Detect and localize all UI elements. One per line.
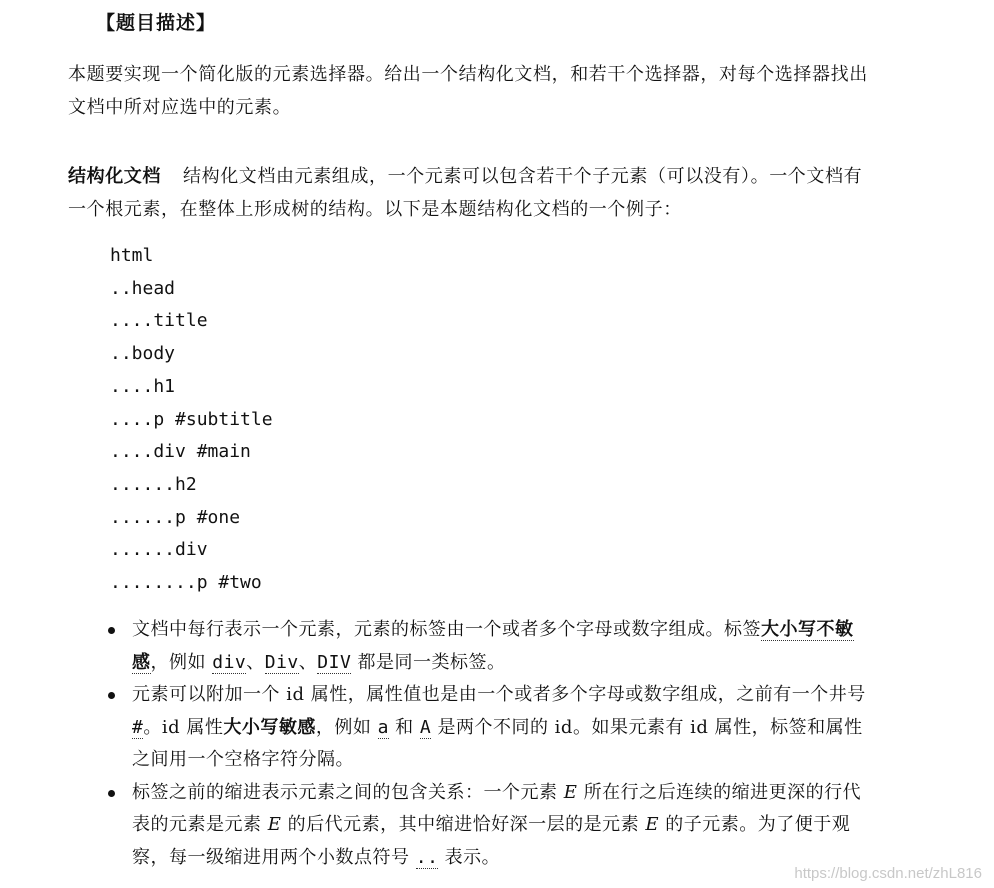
problem-heading: 【题目描述】: [96, 12, 217, 34]
code-line: ..body: [110, 343, 176, 365]
variable: E: [645, 814, 659, 835]
variable: E: [563, 781, 578, 803]
code-snippet: A: [419, 716, 432, 738]
code-line: ....title: [110, 310, 208, 332]
code-snippet: Div: [264, 651, 299, 673]
structure-text: 结构化文档由元素组成，一个元素可以包含若干个子元素（可以没有）。一个文档有一个根元素，在整体上形成树的结构。以下是本题结构化文档的一个例子：: [68, 166, 863, 220]
emphasis-text: 大小写敏感: [223, 716, 316, 738]
code-snippet: DIV: [317, 651, 352, 673]
document-example: [110, 240, 273, 600]
list-item: [106, 777, 866, 875]
variable: E: [267, 814, 282, 835]
code-snippet: #: [132, 716, 144, 738]
bullet-text: 标签之前的缩进表示元素之间的包含关系：一个元素: [132, 781, 564, 803]
bullet-text: 文档中每行表示一个元素，元素的标签由一个或者多个字母或数字组成。标签: [132, 619, 761, 640]
structure-paragraph: [68, 160, 868, 226]
bullet-icon: [108, 790, 115, 797]
code-line: html: [110, 245, 154, 266]
list-item: [106, 614, 866, 679]
bullet-icon: [108, 627, 115, 634]
emphasis-text: 大小写不敏感: [132, 619, 854, 673]
code-snippet: ..: [415, 846, 439, 868]
separator: 、: [298, 651, 318, 673]
code-line: ......div: [110, 539, 208, 561]
bullet-text: 和: [388, 716, 420, 738]
bullet-text: 所在行之后连续的缩进更深的行代表的元素是元素: [132, 781, 862, 835]
code-line: ......p #one: [110, 506, 241, 528]
code-snippet: a: [377, 716, 389, 738]
code-line: ..head: [110, 277, 176, 299]
bullet-text: 的子元素。为了便于观察，每一级缩进用两个小数点符号: [132, 814, 851, 868]
code-line: ....div #main: [110, 441, 251, 463]
list-item: [106, 679, 866, 777]
bullet-text: ，例如: [315, 716, 378, 738]
bullet-text: 都是同一类标签。: [351, 651, 506, 673]
structure-term: 结构化文档: [68, 166, 161, 187]
rules-list: [106, 614, 866, 874]
code-line: ........p #two: [110, 572, 262, 594]
watermark-text: https://blog.csdn.net/zhL816: [794, 865, 982, 882]
bullet-icon: [108, 692, 115, 699]
bullet-text: 是两个不同的 id。如果元素有 id 属性，标签和属性之间用一个空格字符分隔。: [132, 716, 863, 770]
separator: 、: [246, 651, 265, 673]
bullet-text: 的后代元素，其中缩进恰好深一层的是元素: [281, 814, 646, 835]
code-line: ......h2: [110, 473, 197, 495]
intro-paragraph: 本题要实现一个简化版的元素选择器。给出一个结构化文档，和若干个选择器，对每个选择器找出文档中所对应选中的元素。: [68, 64, 868, 118]
code-line: ....p #subtitle: [110, 408, 273, 430]
bullet-text: 元素可以附加一个 id 属性，属性值也是由一个或者多个字母或数字组成，之前有一个井号: [132, 684, 866, 705]
bullet-text: 。id 属性: [143, 716, 224, 738]
code-snippet: div: [212, 651, 247, 673]
bullet-text: 表示。: [438, 846, 501, 868]
bullet-text: ，例如: [150, 651, 213, 673]
code-line: ....h1: [110, 375, 176, 397]
